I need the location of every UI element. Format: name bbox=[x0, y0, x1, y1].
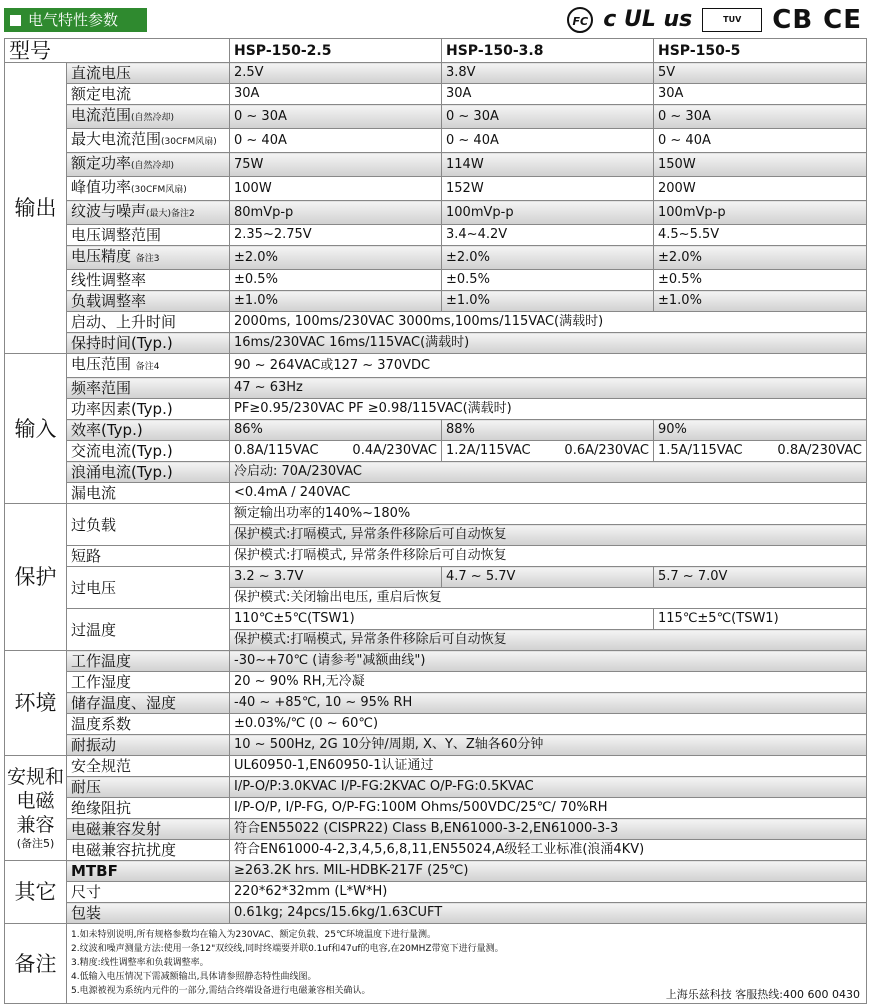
cell-value: 90 ~ 264VAC或127 ~ 370VDC bbox=[230, 354, 867, 378]
note-line: 1.如未特别说明,所有规格参数均在输入为230VAC、额定负载、25℃环境温度下进行量测。 bbox=[71, 930, 437, 940]
table-row bbox=[5, 777, 867, 798]
row-label: 浪涌电流(Typ.) bbox=[67, 462, 230, 483]
row-label: 直流电压 bbox=[67, 63, 230, 84]
cell-value: 30A bbox=[230, 84, 442, 105]
cell-value-part: 1.5A/115VAC bbox=[658, 443, 743, 458]
row-label: MTBF bbox=[67, 861, 230, 882]
cell-value bbox=[654, 441, 867, 462]
cell-value: 3.4~4.2V bbox=[442, 225, 654, 246]
cell-value: 0 ~ 30A bbox=[442, 105, 654, 129]
ul-mark-icon: c UL us bbox=[603, 7, 693, 32]
table-row bbox=[5, 177, 867, 201]
model-name: HSP-150-2.5 bbox=[230, 39, 442, 63]
table-row bbox=[5, 333, 867, 354]
cell-value: ≥263.2K hrs. MIL-HDBK-217F (25℃) bbox=[230, 861, 867, 882]
cell-value-part: 0.4A/230VAC bbox=[352, 443, 437, 458]
row-label: 耐振动 bbox=[67, 735, 230, 756]
table-row bbox=[5, 504, 867, 525]
row-label bbox=[67, 246, 230, 270]
row-label: 启动、上升时间 bbox=[67, 312, 230, 333]
table-row bbox=[5, 129, 867, 153]
cell-value: 保护模式:打嗝模式, 异常条件移除后可自动恢复 bbox=[230, 546, 867, 567]
row-label-text: 电压精度 bbox=[71, 247, 132, 265]
row-label: 电磁兼容抗扰度 bbox=[67, 840, 230, 861]
row-label-text: 额定功率 bbox=[71, 154, 132, 172]
row-label: 储存温度、湿度 bbox=[67, 693, 230, 714]
cell-value: 115℃±5℃(TSW1) bbox=[654, 609, 867, 630]
model-label: 型号 bbox=[5, 39, 230, 63]
table-row bbox=[5, 672, 867, 693]
cell-value: 4.7 ~ 5.7V bbox=[442, 567, 654, 588]
row-label: 电压调整范围 bbox=[67, 225, 230, 246]
table-row bbox=[5, 312, 867, 333]
table-row bbox=[5, 651, 867, 672]
row-label: 负载调整率 bbox=[67, 291, 230, 312]
cell-value: 100mVp-p bbox=[442, 201, 654, 225]
cell-value-part: 1.2A/115VAC bbox=[446, 443, 531, 458]
row-label bbox=[67, 177, 230, 201]
row-label: 安全规范 bbox=[67, 756, 230, 777]
row-label bbox=[67, 153, 230, 177]
row-label-note: 备注3 bbox=[135, 254, 160, 264]
table-row bbox=[5, 225, 867, 246]
row-label bbox=[67, 201, 230, 225]
cell-value: ±0.5% bbox=[442, 270, 654, 291]
note-line: 2.纹波和噪声测量方法:使用一条12"双绞线,同时终端要并联0.1uf和47uf的电容,在20MHZ带宽下进行量测。 bbox=[71, 944, 504, 954]
row-label: 过电压 bbox=[67, 567, 230, 609]
table-row bbox=[5, 84, 867, 105]
cell-value-part: 0.8A/115VAC bbox=[234, 443, 319, 458]
cb-mark-icon: CB bbox=[772, 5, 814, 35]
cell-value: 150W bbox=[654, 153, 867, 177]
row-label: 过负载 bbox=[67, 504, 230, 546]
cell-value: 2000ms, 100ms/230VAC 3000ms,100ms/115VAC(满载时) bbox=[230, 312, 867, 333]
row-label-text: 峰值功率 bbox=[71, 178, 132, 196]
cell-value: -30~+70℃ (请参考"减额曲线") bbox=[230, 651, 867, 672]
table-row bbox=[5, 609, 867, 630]
cell-value bbox=[442, 441, 654, 462]
row-label-note: (30CFM风扇) bbox=[131, 185, 187, 195]
row-label: 过温度 bbox=[67, 609, 230, 651]
table-row bbox=[5, 63, 867, 84]
cell-value: ±2.0% bbox=[230, 246, 442, 270]
cell-value: 0.61kg; 24pcs/15.6kg/1.63CUFT bbox=[230, 903, 867, 924]
cell-value: 0 ~ 30A bbox=[230, 105, 442, 129]
cell-value: 符合EN61000-4-2,3,4,5,6,8,11,EN55024,A级轻工业标准(浪涌4KV) bbox=[230, 840, 867, 861]
cell-value: I/P-O/P, I/P-FG, O/P-FG:100M Ohms/500VDC/25℃/ 70%RH bbox=[230, 798, 867, 819]
cell-value: ±1.0% bbox=[230, 291, 442, 312]
cell-value: 符合EN55022 (CISPR22) Class B,EN61000-3-2,EN61000-3-3 bbox=[230, 819, 867, 840]
row-label-note: (自然冷却) bbox=[131, 113, 175, 123]
category-notes: 备注 bbox=[5, 924, 67, 1004]
table-row bbox=[5, 903, 867, 924]
notes-row bbox=[5, 924, 867, 1004]
table-row bbox=[5, 798, 867, 819]
cell-value bbox=[230, 441, 442, 462]
row-label: 温度系数 bbox=[67, 714, 230, 735]
table-row bbox=[5, 840, 867, 861]
cell-value: 5V bbox=[654, 63, 867, 84]
row-label-note: (30CFM风扇) bbox=[161, 137, 217, 147]
table-row bbox=[5, 819, 867, 840]
table-row bbox=[5, 546, 867, 567]
cell-value: 47 ~ 63Hz bbox=[230, 378, 867, 399]
cell-value: 0 ~ 40A bbox=[654, 129, 867, 153]
cell-value: ±0.5% bbox=[654, 270, 867, 291]
cell-value: 10 ~ 500Hz, 2G 10分钟/周期, X、Y、Z轴各60分钟 bbox=[230, 735, 867, 756]
row-label: 绝缘阻抗 bbox=[67, 798, 230, 819]
notes-content bbox=[67, 924, 867, 1004]
row-label: 工作湿度 bbox=[67, 672, 230, 693]
page-header bbox=[0, 0, 870, 38]
square-icon bbox=[10, 15, 21, 26]
cell-value: I/P-O/P:3.0KVAC I/P-FG:2KVAC O/P-FG:0.5KVAC bbox=[230, 777, 867, 798]
category-line: 电磁 bbox=[16, 790, 55, 812]
row-label-note: 备注4 bbox=[135, 362, 160, 372]
table-row bbox=[5, 105, 867, 129]
hotline-text: 上海乐兹科技 客服热线:400 600 0430 bbox=[662, 988, 860, 1002]
row-label-text: 最大电流范围 bbox=[71, 130, 162, 148]
note-line: 4.低输入电压情况下需减额输出,具体请参照静态特性曲线图。 bbox=[71, 972, 317, 982]
row-label bbox=[67, 105, 230, 129]
fc-mark-icon: FC bbox=[567, 7, 593, 33]
table-row bbox=[5, 756, 867, 777]
cell-value: 保护模式:打嗝模式, 异常条件移除后可自动恢复 bbox=[230, 525, 867, 546]
row-label: 额定电流 bbox=[67, 84, 230, 105]
cell-value: 保护模式:打嗝模式, 异常条件移除后可自动恢复 bbox=[230, 630, 867, 651]
row-label: 频率范围 bbox=[67, 378, 230, 399]
cell-value: UL60950-1,EN60950-1认证通过 bbox=[230, 756, 867, 777]
table-row bbox=[5, 420, 867, 441]
table-row bbox=[5, 462, 867, 483]
table-row bbox=[5, 378, 867, 399]
category-output: 输出 bbox=[5, 63, 67, 354]
row-label: 工作温度 bbox=[67, 651, 230, 672]
cell-value: 86% bbox=[230, 420, 442, 441]
cell-value: PF≥0.95/230VAC PF ≥0.98/115VAC(满载时) bbox=[230, 399, 867, 420]
certification-marks bbox=[567, 6, 862, 34]
cell-value: 0 ~ 40A bbox=[230, 129, 442, 153]
row-label: 漏电流 bbox=[67, 483, 230, 504]
row-label: 尺寸 bbox=[67, 882, 230, 903]
table-row bbox=[5, 270, 867, 291]
table-row bbox=[5, 735, 867, 756]
cell-value: 80mVp-p bbox=[230, 201, 442, 225]
cell-value: -40 ~ +85℃, 10 ~ 95% RH bbox=[230, 693, 867, 714]
note-line: 5.电源被视为系统内元件的一部分,需结合终端设备进行电磁兼容相关确认。 bbox=[71, 986, 371, 996]
row-label: 电磁兼容发射 bbox=[67, 819, 230, 840]
cell-value: 冷启动: 70A/230VAC bbox=[230, 462, 867, 483]
spec-table bbox=[4, 38, 867, 1004]
cell-value: 88% bbox=[442, 420, 654, 441]
cell-value: <0.4mA / 240VAC bbox=[230, 483, 867, 504]
row-label-note: (自然冷却) bbox=[131, 161, 175, 171]
row-label-note: (最大)备注2 bbox=[146, 209, 195, 219]
cell-value: 90% bbox=[654, 420, 867, 441]
category-line: 兼容 bbox=[16, 814, 55, 836]
cell-value: 4.5~5.5V bbox=[654, 225, 867, 246]
category-protection: 保护 bbox=[5, 504, 67, 651]
cell-value: ±1.0% bbox=[442, 291, 654, 312]
cell-value: 200W bbox=[654, 177, 867, 201]
note-line: 3.精度:线性调整率和负载调整率。 bbox=[71, 958, 209, 968]
model-name: HSP-150-5 bbox=[654, 39, 867, 63]
cell-value: 152W bbox=[442, 177, 654, 201]
model-header-row bbox=[5, 39, 867, 63]
cell-value: 20 ~ 90% RH,无冷凝 bbox=[230, 672, 867, 693]
tuv-mark-icon: TUV bbox=[702, 8, 762, 32]
row-label-text: 电压范围 bbox=[71, 355, 132, 373]
table-row bbox=[5, 291, 867, 312]
table-row bbox=[5, 441, 867, 462]
section-title bbox=[4, 8, 147, 32]
category-note: (备注5) bbox=[16, 837, 55, 850]
cell-value: 75W bbox=[230, 153, 442, 177]
table-row bbox=[5, 714, 867, 735]
cell-value: 220*62*32mm (L*W*H) bbox=[230, 882, 867, 903]
cell-value-part: 0.6A/230VAC bbox=[564, 443, 649, 458]
cell-value: 100W bbox=[230, 177, 442, 201]
row-label: 交流电流(Typ.) bbox=[67, 441, 230, 462]
cell-value: 114W bbox=[442, 153, 654, 177]
row-label: 效率(Typ.) bbox=[67, 420, 230, 441]
cell-value: 16ms/230VAC 16ms/115VAC(满载时) bbox=[230, 333, 867, 354]
category-input: 输入 bbox=[5, 354, 67, 504]
table-row bbox=[5, 693, 867, 714]
table-row bbox=[5, 861, 867, 882]
cell-value: 100mVp-p bbox=[654, 201, 867, 225]
table-row bbox=[5, 354, 867, 378]
row-label-text: 纹波与噪声 bbox=[71, 202, 147, 220]
table-row bbox=[5, 567, 867, 588]
cell-value: 保护模式:关闭输出电压, 重启后恢复 bbox=[230, 588, 867, 609]
cell-value: ±0.5% bbox=[230, 270, 442, 291]
row-label: 线性调整率 bbox=[67, 270, 230, 291]
cell-value: ±0.03%/℃ (0 ~ 60℃) bbox=[230, 714, 867, 735]
cell-value: 2.5V bbox=[230, 63, 442, 84]
row-label bbox=[67, 354, 230, 378]
cell-value: 0 ~ 40A bbox=[442, 129, 654, 153]
model-name: HSP-150-3.8 bbox=[442, 39, 654, 63]
cell-value: ±2.0% bbox=[442, 246, 654, 270]
cell-value: 3.2 ~ 3.7V bbox=[230, 567, 442, 588]
row-label: 功率因素(Typ.) bbox=[67, 399, 230, 420]
row-label: 耐压 bbox=[67, 777, 230, 798]
cell-value: ±1.0% bbox=[654, 291, 867, 312]
cell-value: 30A bbox=[654, 84, 867, 105]
cell-value: ±2.0% bbox=[654, 246, 867, 270]
row-label: 包装 bbox=[67, 903, 230, 924]
category-line: 安规和 bbox=[7, 766, 65, 788]
row-label: 短路 bbox=[67, 546, 230, 567]
cell-value: 2.35~2.75V bbox=[230, 225, 442, 246]
section-title-text: 电气特性参数 bbox=[28, 11, 119, 29]
row-label: 保持时间(Typ.) bbox=[67, 333, 230, 354]
row-label bbox=[67, 129, 230, 153]
table-row bbox=[5, 201, 867, 225]
cell-value: 3.8V bbox=[442, 63, 654, 84]
cell-value-part: 0.8A/230VAC bbox=[777, 443, 862, 458]
cell-value: 110℃±5℃(TSW1) bbox=[230, 609, 654, 630]
row-label-text: 电流范围 bbox=[71, 106, 132, 124]
ce-mark-icon: CE bbox=[823, 5, 862, 35]
cell-value: 额定输出功率的140%~180% bbox=[230, 504, 867, 525]
cell-value: 30A bbox=[442, 84, 654, 105]
table-row bbox=[5, 483, 867, 504]
table-row bbox=[5, 399, 867, 420]
table-row bbox=[5, 153, 867, 177]
table-row bbox=[5, 246, 867, 270]
cell-value: 5.7 ~ 7.0V bbox=[654, 567, 867, 588]
category-environment: 环境 bbox=[5, 651, 67, 756]
category-safety-emc bbox=[5, 756, 67, 861]
cell-value: 0 ~ 30A bbox=[654, 105, 867, 129]
category-others: 其它 bbox=[5, 861, 67, 924]
table-row bbox=[5, 882, 867, 903]
